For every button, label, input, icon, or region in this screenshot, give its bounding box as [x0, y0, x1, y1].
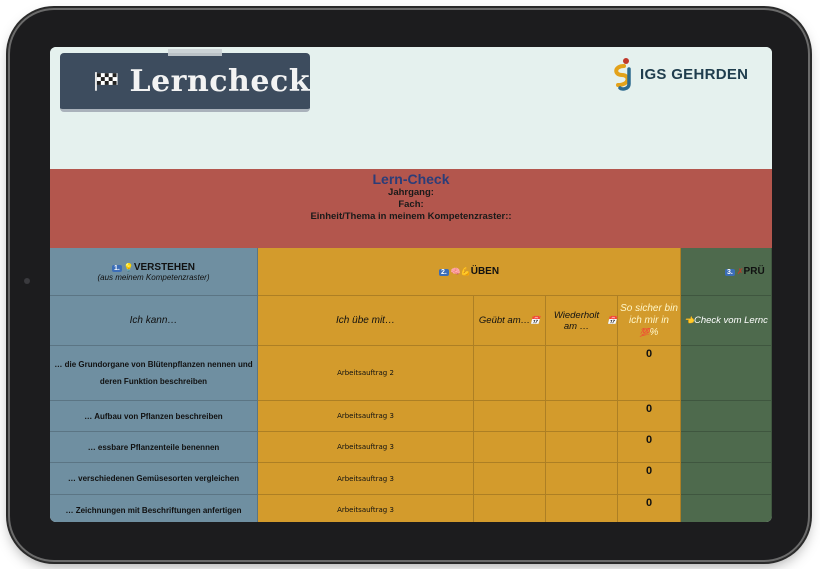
col-check[interactable] — [681, 296, 772, 346]
muscle-icon: 💪 — [460, 267, 471, 276]
number-badge-3: 3. — [727, 269, 733, 276]
checkered-flag-icon — [94, 71, 119, 91]
table-row[interactable] — [50, 346, 258, 401]
prozent-value: 0 — [645, 434, 653, 446]
banner-title: Lern-Check — [372, 171, 450, 187]
lern-check-banner — [50, 169, 772, 248]
section-header-ueben[interactable] — [258, 248, 681, 296]
geuebt-cell[interactable] — [474, 401, 546, 432]
table-row[interactable]: … verschiedenen Gemüsesorten vergleichen — [50, 463, 258, 495]
calendar-icon: 📅 — [607, 316, 617, 325]
verstehen-label: VERSTEHEN — [133, 261, 195, 273]
wiederholt-cell[interactable] — [546, 432, 618, 463]
school-logo-icon — [610, 57, 634, 91]
col-ich-kann[interactable]: Ich kann… — [50, 296, 258, 346]
kompetenz-text: … die Grundorgane von Blütenpflanzen nennen und — [54, 360, 253, 369]
col-sicher[interactable] — [618, 296, 681, 346]
sicher-line-2: ich mir in — [628, 314, 669, 326]
table-row[interactable]: … Aufbau von Pflanzen beschreiben — [50, 401, 258, 432]
check-cell[interactable] — [681, 401, 772, 432]
col-ich-uebe[interactable]: Ich übe mit… — [258, 296, 474, 346]
calendar-icon: 📅 — [530, 316, 541, 325]
lightbulb-icon: 💡 — [123, 262, 134, 272]
table-row[interactable]: … essbare Pflanzenteile benennen — [50, 432, 258, 463]
school-name: IGS GEHRDEN — [640, 65, 749, 83]
sicher-line-3: % — [649, 326, 659, 338]
verstehen-sub: (aus meinem Kompetenzraster) — [97, 272, 210, 282]
sicher-line-1: So sicher bin — [620, 302, 678, 314]
wiederholt-cell[interactable] — [546, 463, 618, 495]
header-area — [50, 47, 772, 169]
fach-label: Fach: — [398, 199, 424, 210]
prozent-cell[interactable] — [618, 401, 681, 432]
pruefen-label: PRÜ — [743, 266, 765, 277]
aufgabe-cell[interactable]: Arbeitsauftrag 2 — [258, 346, 474, 401]
number-badge-1: 1. — [114, 264, 120, 272]
brain-icon: 🧠 — [450, 267, 461, 276]
number-badge-2: 2. — [440, 269, 447, 276]
tape-decoration — [168, 49, 222, 56]
geuebt-label: Geübt am… — [478, 315, 531, 326]
prozent-value: 0 — [645, 403, 653, 415]
hand-icon: 👈 — [684, 316, 694, 325]
table-row[interactable]: … Zeichnungen mit Beschriftungen anfertigen — [50, 495, 258, 522]
wiederholt-cell[interactable] — [546, 401, 618, 432]
thema-label: Einheit/Thema in meinem Kompetenzraster:: — [310, 211, 512, 222]
aufgabe-cell[interactable]: Arbeitsauftrag 3 — [258, 463, 474, 495]
kompetenz-text-2: deren Funktion beschreiben — [99, 377, 208, 386]
ueben-label: ÜBEN — [470, 266, 500, 277]
school-branding — [610, 57, 748, 91]
check-label: Check vom Lernc — [693, 315, 768, 326]
section-header-pruefen[interactable] — [681, 248, 772, 296]
prozent-cell[interactable] — [618, 495, 681, 522]
section-header-verstehen[interactable] — [50, 248, 258, 296]
prozent-cell[interactable] — [618, 346, 681, 401]
check-cell[interactable] — [681, 495, 772, 522]
wiederholt-cell[interactable] — [546, 346, 618, 401]
wiederholt-cell[interactable] — [546, 495, 618, 522]
prozent-cell[interactable] — [618, 463, 681, 495]
prozent-value: 0 — [645, 497, 653, 509]
prozent-cell[interactable] — [618, 432, 681, 463]
col-geuebt[interactable] — [474, 296, 546, 346]
geuebt-cell[interactable] — [474, 463, 546, 495]
wiederholt-label: Wiederholt am … — [553, 309, 600, 332]
logo-text: Lerncheck — [129, 63, 310, 99]
check-cell[interactable] — [681, 463, 772, 495]
jahrgang-label: Jahrgang: — [388, 187, 434, 198]
col-wiederholt[interactable] — [546, 296, 618, 346]
percent-icon: 💯 — [639, 327, 650, 337]
lerncheck-logo — [60, 53, 310, 112]
aufgabe-cell[interactable]: Arbeitsauftrag 3 — [258, 401, 474, 432]
check-cell[interactable] — [681, 432, 772, 463]
geuebt-cell[interactable] — [474, 432, 546, 463]
prozent-value: 0 — [645, 465, 653, 477]
check-cell[interactable] — [681, 346, 772, 401]
competence-table — [50, 248, 772, 522]
prozent-value: 0 — [645, 348, 653, 360]
checkmark-icon: ✗ — [736, 267, 744, 276]
spreadsheet-screen — [50, 47, 772, 522]
aufgabe-cell[interactable]: Arbeitsauftrag 3 — [258, 432, 474, 463]
geuebt-cell[interactable] — [474, 495, 546, 522]
geuebt-cell[interactable] — [474, 346, 546, 401]
aufgabe-cell[interactable]: Arbeitsauftrag 3 — [258, 495, 474, 522]
front-camera — [24, 278, 30, 284]
